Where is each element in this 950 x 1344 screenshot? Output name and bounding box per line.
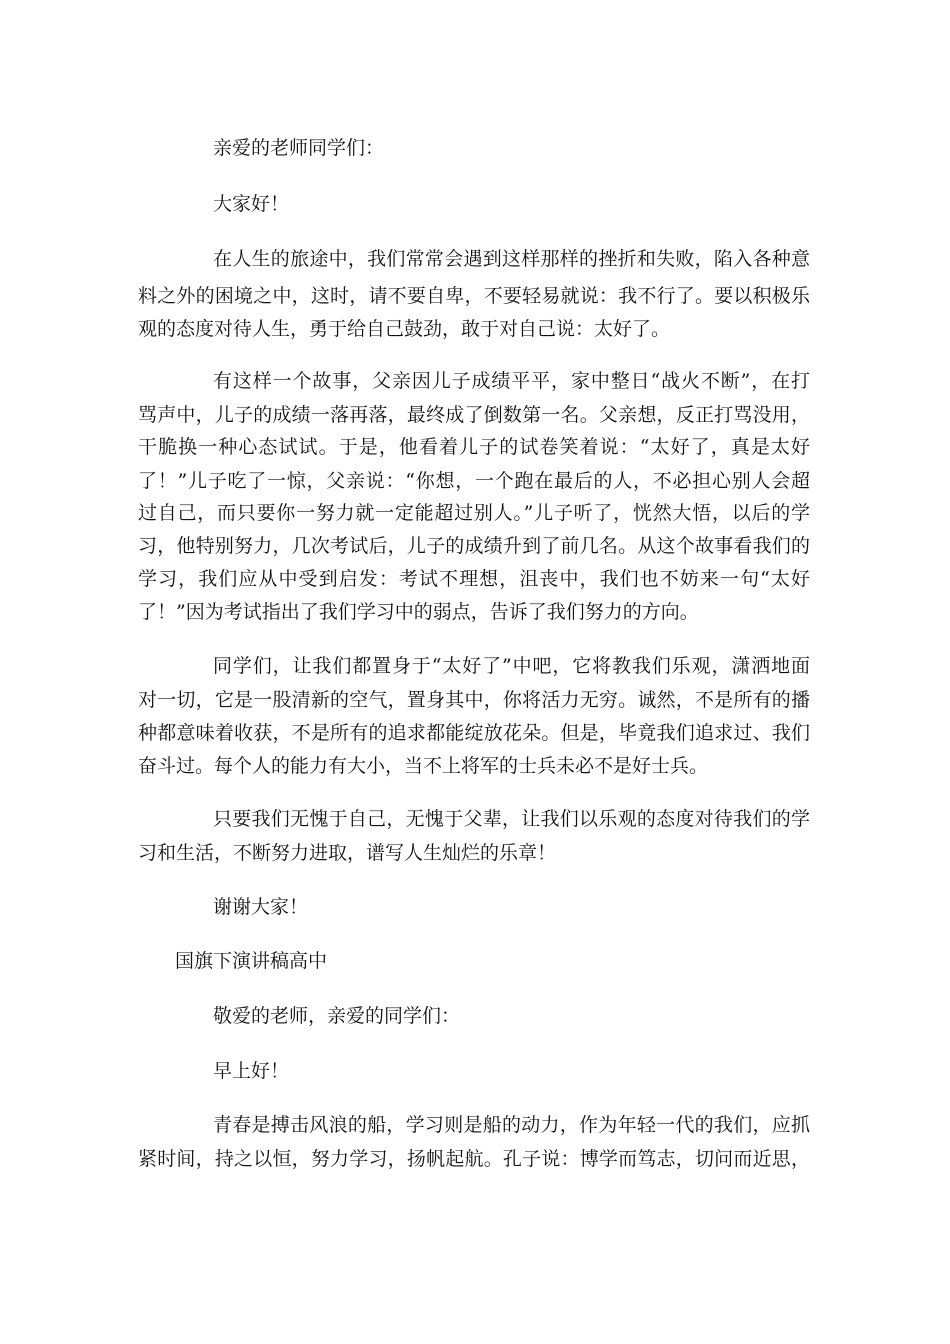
paragraph-line: 在人生的旅途中，我们常常会遇到这样那样的挫折和失败，陷入各种意 bbox=[213, 248, 810, 270]
paragraph-line: 习和生活，不断努力进取，谱写人生灿烂的乐章！ bbox=[138, 842, 557, 864]
paragraph-line: 青春是搏击风浪的船，学习则是船的动力，作为年轻一代的我们，应抓 bbox=[213, 1114, 810, 1136]
section-title: 国旗下演讲稿高中 bbox=[175, 950, 328, 972]
paragraph-line: 对一切，它是一股清新的空气，置身其中，你将活力无穷。诚然，不是所有的播 bbox=[138, 689, 810, 711]
paragraph-line: 了！”因为考试指出了我们学习中的弱点，告诉了我们努力的方向。 bbox=[138, 601, 699, 623]
paragraph-line: 紧时间，持之以恒，努力学习，扬帆起航。孔子说：博学而笃志，切问而近思， bbox=[138, 1148, 810, 1170]
closing-thanks: 谢谢大家！ bbox=[213, 896, 309, 918]
salutation: 亲爱的老师同学们： bbox=[213, 137, 385, 159]
paragraph-line: 有这样一个故事，父亲因儿子成绩平平，家中整日“战火不断”，在打 bbox=[213, 370, 810, 392]
paragraph-line: 奋斗过。每个人的能力有大小，当不上将军的士兵未必不是好士兵。 bbox=[138, 755, 709, 777]
paragraph-line: 习，他特别努力，几次考试后，儿子的成绩升到了前几名。从这个故事看我们的 bbox=[138, 535, 810, 557]
greeting: 早上好！ bbox=[213, 1060, 290, 1082]
paragraph-line: 种都意味着收获，不是所有的追求都能绽放花朵。但是，毕竟我们追求过、我们 bbox=[138, 722, 810, 744]
paragraph-line: 观的态度对待人生，勇于给自己鼓劲，敢于对自己说：太好了。 bbox=[138, 318, 671, 340]
paragraph-line: 学习，我们应从中受到启发：考试不理想，沮丧中，我们也不妨来一句“太好 bbox=[138, 568, 810, 590]
paragraph-line: 只要我们无愧于自己，无愧于父辈，让我们以乐观的态度对待我们的学 bbox=[213, 808, 810, 830]
greeting: 大家好！ bbox=[213, 193, 290, 215]
paragraph-line: 了！”儿子吃了一惊，父亲说：“你想，一个跑在最后的人，不必担心别人会超 bbox=[138, 470, 810, 492]
paragraph-line: 过自己，而只要你一努力就一定能超过别人。”儿子听了，恍然大悟，以后的学 bbox=[138, 502, 810, 524]
salutation: 敬爱的老师，亲爱的同学们： bbox=[213, 1005, 461, 1027]
paragraph-line: 同学们，让我们都置身于“太好了”中吧，它将教我们乐观，潇洒地面 bbox=[213, 655, 810, 677]
paragraph-line: 料之外的困境之中，这时，请不要自卑，不要轻易就说：我不行了。要以积极乐 bbox=[138, 285, 810, 307]
paragraph-line: 骂声中，儿子的成绩一落再落，最终成了倒数第一名。父亲想，反正打骂没用， bbox=[138, 404, 810, 426]
paragraph-line: 干脆换一种心态试试。于是，他看着儿子的试卷笑着说：“太好了，真是太好 bbox=[138, 436, 810, 458]
